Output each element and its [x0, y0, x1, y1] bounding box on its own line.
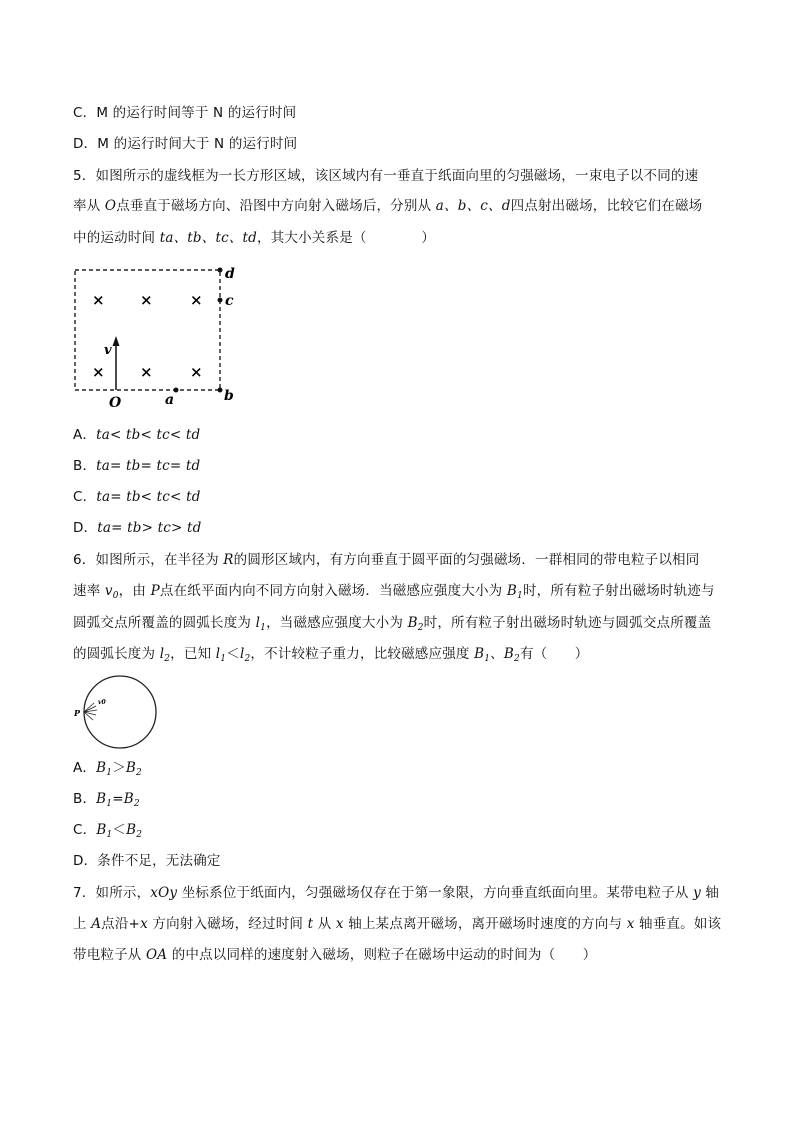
q5-option-a: A．ta< tb< tc< td: [73, 427, 201, 443]
label-O: O: [109, 395, 122, 411]
q5-option-b: B．ta= tb= tc= td: [73, 458, 201, 474]
q6-option-a: A．$B_1>B_2$: [73, 760, 142, 778]
point-d: [218, 268, 223, 273]
q6-circle-field-figure: [72, 674, 162, 754]
label-d: d: [225, 266, 235, 282]
q6-option-d: D．条件不足，无法确定: [73, 853, 221, 869]
velocity-arrowhead: [113, 336, 120, 346]
field-circle: [84, 676, 156, 748]
label-v: v: [104, 343, 112, 358]
q5-stem-line-1: 5．如图所示的虚线框为一长方形区域，该区域内有一垂直于纸面向里的匀强磁场，一束电子以不同的速: [73, 168, 699, 184]
point-a: [174, 388, 179, 393]
q6-option-c: C．$B_1<B_2$: [73, 822, 143, 840]
q5-option-c: C．ta= tb< tc< td: [73, 489, 201, 505]
q5-magnetic-field-figure: [70, 262, 250, 412]
q7-stem-line-1: 7．如所示，xOy 坐标系位于纸面内，匀强磁场仅存在于第一象限，方向垂直纸面向里。某带电粒子从 y 轴: [73, 885, 720, 901]
q5-stem-line-2: 率从 O点垂直于磁场方向、沿图中方向射入磁场后，分别从 a、b、c、d四点射出磁场，比较它们在磁场: [73, 198, 703, 214]
field-cross: ×: [140, 363, 153, 381]
q4-option-c: C．M 的运行时间等于 N 的运行时间: [73, 105, 297, 121]
q6-stem-line-4: 的圆弧长度为 $l_2$，已知 $l_1<l_2$，不计较粒子重力，比较磁感应强度 $B_1$、$B_2$有（ ）: [73, 646, 589, 664]
label-a: a: [165, 392, 175, 408]
q6-stem-line-2: 速率 $v_0$，由 P点在纸平面内向不同方向射入磁场．当磁感应强度大小为 $B_1$时，所有粒子射出磁场时轨迹与: [73, 583, 715, 601]
q7-stem-line-3: 带电粒子从 OA 的中点以同样的速度射入磁场，则粒子在磁场中运动的时间为（ ）: [73, 947, 597, 963]
q5-stem-line-3: 中的运动时间 ta、tb、tc、td，其大小关系是（ ）: [73, 230, 436, 246]
q6-stem-line-1: 6．如图所示，在半径为 R的圆形区域内，有方向垂直于圆平面的匀强磁场．一群相同的带电粒子以相同: [73, 552, 700, 568]
q4-option-d: D．M 的运行时间大于 N 的运行时间: [73, 136, 298, 152]
field-cross: ×: [140, 291, 153, 309]
point-b: [218, 388, 223, 393]
q7-stem-line-2: 上 A点沿+x 方向射入磁场，经过时间 t 从 x 轴上某点离开磁场，离开磁场时速度的方向与 x 轴垂直。如该: [73, 916, 722, 932]
q6-option-b: B．$B_1=B_2$: [73, 791, 140, 809]
field-cross: ×: [92, 291, 105, 309]
field-cross: ×: [190, 291, 203, 309]
label-v0: v0: [98, 699, 106, 706]
field-cross: ×: [92, 363, 105, 381]
field-cross: ×: [190, 363, 203, 381]
label-c: c: [225, 293, 234, 309]
q5-option-d: D．ta= tb> tc> td: [73, 520, 202, 536]
label-P: P: [74, 708, 81, 718]
point-c: [218, 298, 223, 303]
label-b: b: [224, 388, 234, 404]
q6-stem-line-3: 圆弧交点所覆盖的圆弧长度为 $l_1$，当磁感应强度大小为 $B_2$时，所有粒子射出磁场时轨迹与圆弧交点所覆盖: [73, 615, 712, 633]
